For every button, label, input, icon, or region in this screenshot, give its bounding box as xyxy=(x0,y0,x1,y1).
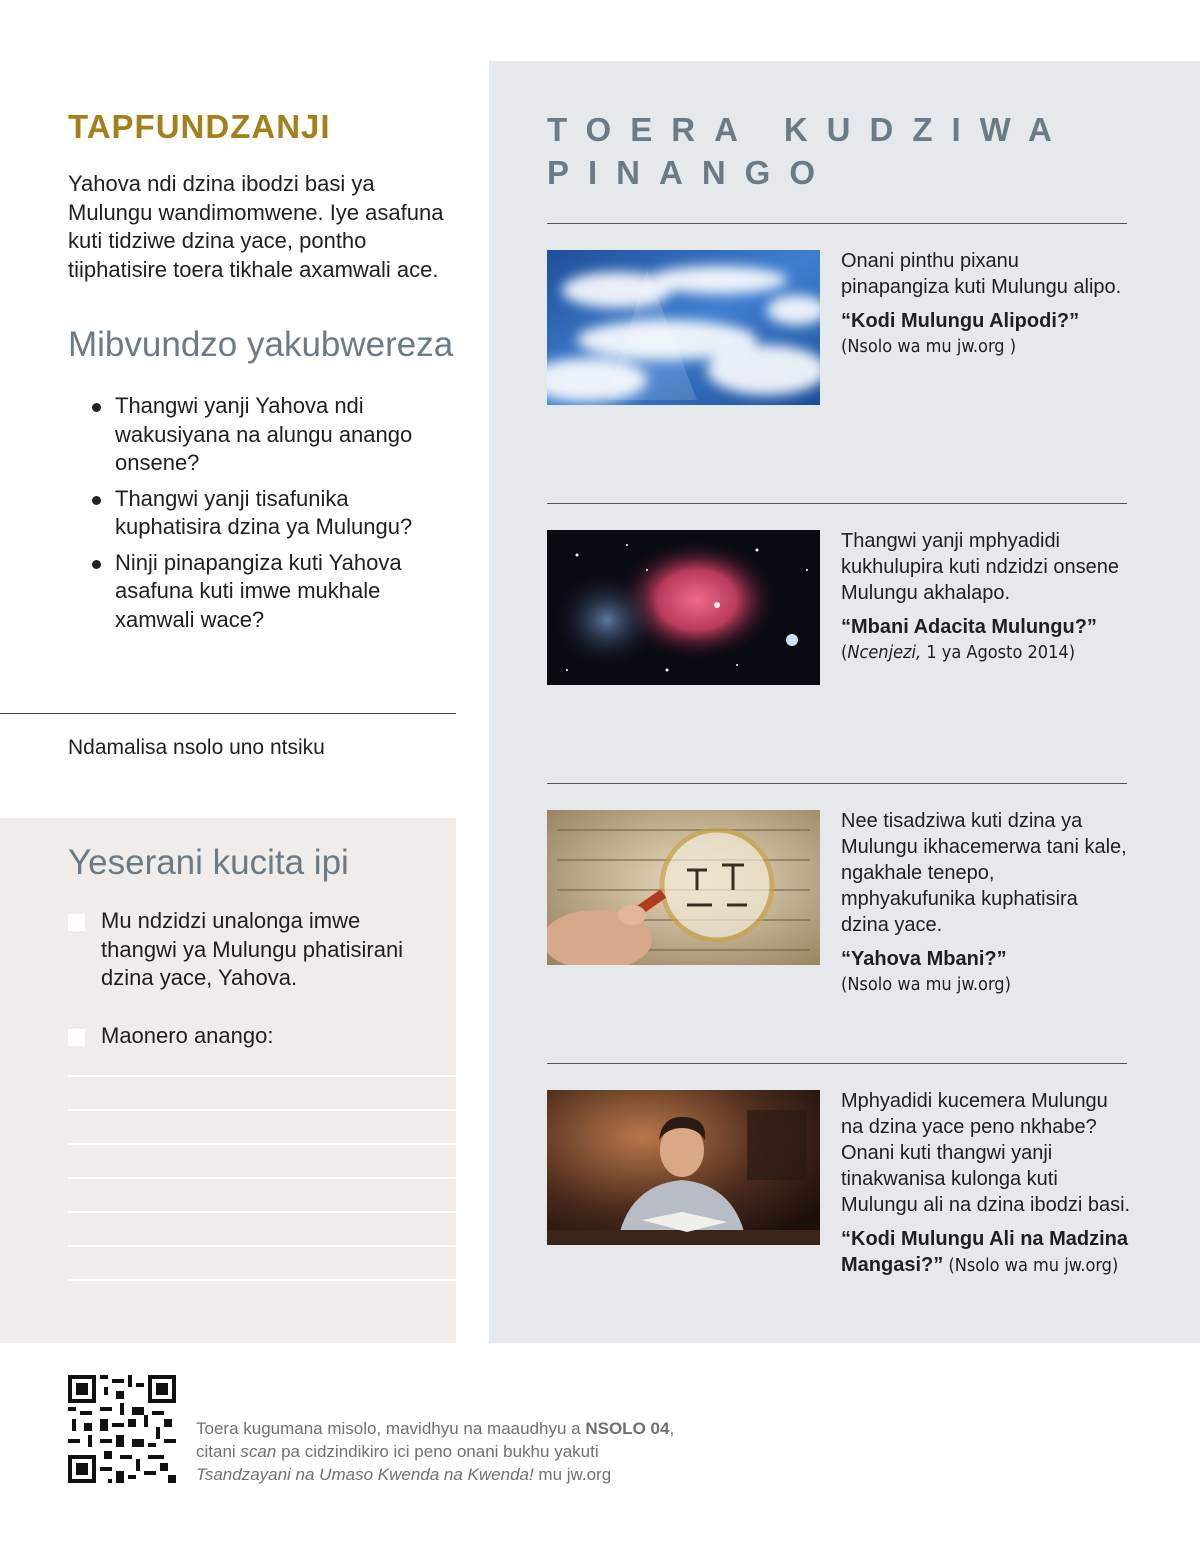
finished-date-label: Ndamalisa nsolo uno ntsiku xyxy=(68,736,325,759)
card-title-link[interactable]: “Kodi Mulungu Alipodi?” xyxy=(841,310,1080,332)
learn-more-card-3 xyxy=(841,808,1131,998)
card-divider xyxy=(547,503,1127,504)
review-question: Ninji pinapangiza kuti Yahova asafuna kuti imwe mukhale xamwali wace? xyxy=(88,549,458,635)
review-questions-heading: Mibvundzo yakubwereza xyxy=(68,325,454,364)
nebula-space-image[interactable] xyxy=(547,530,820,685)
summary-text: Yahova ndi dzina ibodzi basi ya Mulungu wandimomwene. Iye asafuna kuti tidziwe dzina yace, pontho tiiphatisire toera tikhale axamwali ace. xyxy=(68,171,444,282)
footer-note: Toera kugumana misolo, mavidhyu na maaudhyu a NSOLO 04, citani scan pa cidzindikiro ici peno onani bukhu yakuti Tsandzayani na Umaso Kwenda na Kwenda! mu jw.org xyxy=(196,1419,675,1484)
card-title-link[interactable]: “Kodi Mulungu Ali na Madzina Mangasi?” xyxy=(841,1228,1129,1276)
card-source: (Nsolo wa mu jw.org) xyxy=(943,1255,1119,1276)
learn-more-card-2 xyxy=(841,528,1131,666)
note-line[interactable] xyxy=(68,1109,456,1111)
card-description: Thangwi yanji mphyadidi kukhulupira kuti ndzidzi onsene Mulungu akhalapo. xyxy=(841,530,1119,604)
card-title-link[interactable]: “Mbani Adacita Mulungu?” xyxy=(841,616,1097,638)
other-views-label: Maonero anango: xyxy=(101,1023,274,1048)
card-description: Onani pinthu pixanu pinapangiza kuti Mulungu alipo. xyxy=(841,250,1122,298)
learn-more-heading: TOERA KUDZIWA PINANGO xyxy=(547,111,1070,191)
other-views-checkbox[interactable] xyxy=(68,1029,85,1046)
card-divider xyxy=(547,783,1127,784)
magnifying-glass-hebrew-text-image[interactable] xyxy=(547,810,820,965)
try-item-checkbox[interactable] xyxy=(68,914,85,931)
try-this-heading: Yeserani kucita ipi xyxy=(68,843,349,882)
card-source: (Ncenjezi, 1 ya Agosto 2014) xyxy=(841,642,1076,663)
note-line[interactable] xyxy=(68,1075,456,1077)
note-line[interactable] xyxy=(68,1143,456,1145)
card-title-link[interactable]: “Yahova Mbani?” xyxy=(841,948,1007,970)
card-source: (Nsolo wa mu jw.org ) xyxy=(841,336,1017,357)
review-question: Thangwi yanji Yahova ndi wakusiyana na alungu anango onsene? xyxy=(88,392,458,478)
section-divider xyxy=(0,713,456,714)
card-title-row xyxy=(841,1226,1131,1279)
note-line[interactable] xyxy=(68,1245,456,1247)
card-divider xyxy=(547,1063,1127,1064)
card-description: Mphyadidi kucemera Mulungu na dzina yace peno nkhabe? Onani kuti thangwi yanji tinakwanisa kulonga kuti Mulungu ali na dzina ibodzi basi. xyxy=(841,1090,1131,1216)
review-question: Thangwi yanji tisafunika kuphatisira dzina ya Mulungu? xyxy=(88,485,458,542)
summary-heading: TAPFUNDZANJI xyxy=(68,108,331,145)
learn-more-card-4 xyxy=(841,1088,1131,1279)
try-item-text: Mu ndzidzi unalonga imwe thangwi ya Mulungu phatisirani dzina yace, Yahova. xyxy=(101,908,404,990)
card-divider xyxy=(547,223,1127,224)
learn-more-card-1 xyxy=(841,248,1131,360)
note-line[interactable] xyxy=(68,1211,456,1213)
card-source: (Nsolo wa mu jw.org) xyxy=(841,974,1011,995)
review-questions-list xyxy=(88,392,458,641)
note-line[interactable] xyxy=(68,1279,456,1281)
card-description: Nee tisadziwa kuti dzina ya Mulungu ikhacemerwa tani kale, ngakhale tenepo, mphyakufunika kuphatisira dzina yace. xyxy=(841,810,1127,936)
clouds-sky-image[interactable] xyxy=(547,250,820,405)
note-line[interactable] xyxy=(68,1177,456,1179)
book-title: Tsandzayani na Umaso Kwenda na Kwenda! xyxy=(196,1465,534,1484)
man-reading-bible-image[interactable] xyxy=(547,1090,820,1245)
qr-code-icon[interactable] xyxy=(68,1375,176,1483)
try-this-box xyxy=(0,818,456,1343)
